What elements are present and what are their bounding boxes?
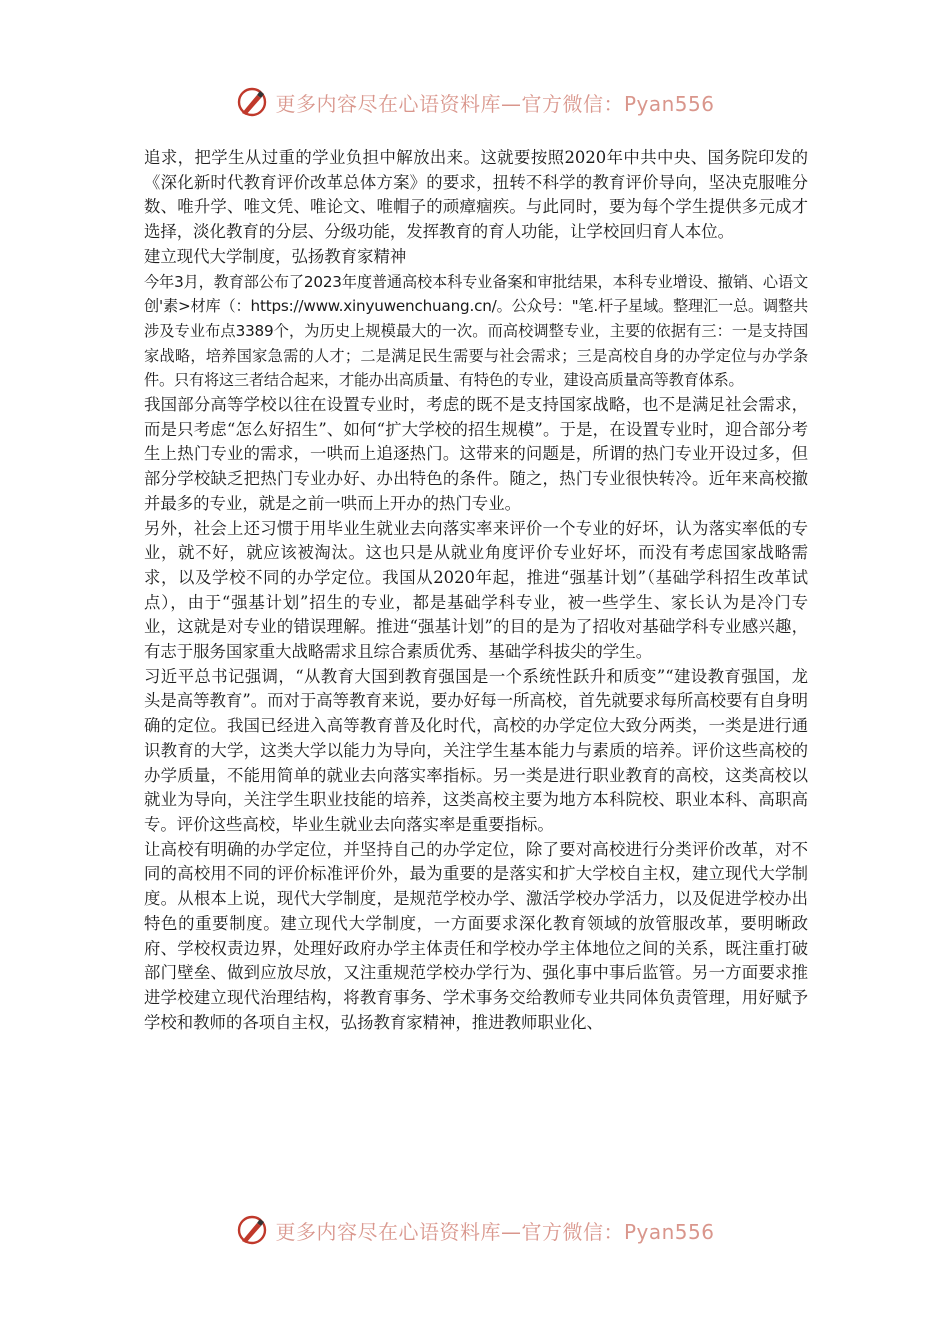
pen-logo-icon — [235, 1213, 269, 1247]
section-heading: 建立现代大学制度，弘扬教育家精神 — [144, 246, 407, 266]
header-watermark-banner — [0, 80, 950, 124]
article-body — [144, 146, 808, 1035]
pen-logo-icon — [235, 85, 269, 119]
paragraph: 追求，把学生从过重的学业负担中解放出来。这就要按照2020年中共中央、国务院印发的《深化新时代教育评价改革总体方案》的要求，扭转不科学的教育评价导向，坚决克服唯分数、唯升学、唯文凭、唯论文、唯帽子的顽瘴痼疾。与此同时，要为每个学生提供多元成才选择，淡化教育的分层、分级功能，发挥教育的育人功能，让学校回归育人本位。 — [144, 148, 808, 242]
paragraph: 让高校有明确的办学定位，并坚持自己的办学定位，除了要对高校进行分类评价改革，对不同的高校用不同的评价标准评价外，最为重要的是落实和扩大学校自主权，建立现代大学制度。从根本上说，现代大学制度，是规范学校办学、激活学校办学活力，以及促进学校办出特色的重要制度。建立现代大学制度，一方面要求深化教育领域的放管服改革，要明晰政府、学校权责边界，处理好政府办学主体责任和学校办学主体地位之间的关系，既注重打破部门壁垒、做到应放尽放，又注重规范学校办学行为、强化事中事后监管。另一方面要求推进学校建立现代治理结构，将教育事务、学术事务交给教师专业共同体负责管理，用好赋予学校和教师的各项自主权，弘扬教育家精神，推进教师职业化、 — [144, 839, 808, 1032]
paragraph: 今年3月，教育部公布了2023年度普通高校本科专业备案和审批结果，本科专业增设、撤销、心语文创'素>材库（：https://www.xinyuwenchuang.cn/。公众号："笔.杆子星域。整理汇一总。调整共涉及专业布点3389个，为历史上规模最大的一次。而高校调整专业，主要的依据有三：一是支持国家战略，培养国家急需的人才；二是满足民生需要与社会需求；三是高校自身的办学定位与办学条件。只有将这三者结合起来，才能办出高质量、有特色的专业，建设高质量高等教育体系。 — [144, 272, 808, 390]
footer-watermark-banner — [0, 1208, 950, 1252]
banner-text: 更多内容尽在心语资料库—官方微信：Pyan556 — [275, 91, 715, 116]
paragraph: 我国部分高等学校以往在设置专业时，考虑的既不是支持国家战略，也不是满足社会需求，而是只考虑“怎么好招生”、如何“扩大学校的招生规模”。于是，在设置专业时，迎合部分考生上热门专业的需求，一哄而上追逐热门。这带来的问题是，所谓的热门专业开设过多，但部分学校缺乏把热门专业办好、办出特色的条件。随之，热门专业很快转冷。近年来高校撤并最多的专业，就是之前一哄而上开办的热门专业。 — [144, 395, 808, 513]
banner-text: 更多内容尽在心语资料库—官方微信：Pyan556 — [275, 1219, 715, 1244]
paragraph: 另外，社会上还习惯于用毕业生就业去向落实率来评价一个专业的好坏，认为落实率低的专业，就不好，就应该被淘汰。这也只是从就业角度评价专业好坏，而没有考虑国家战略需求，以及学校不同的办学定位。我国从2020年起，推进“强基计划”（基础学科招生改革试点），由于“强基计划”招生的专业，都是基础学科专业，被一些学生、家长认为是冷门专业，这就是对专业的错误理解。推进“强基计划”的目的是为了招收对基础学科专业感兴趣，有志于服务国家重大战略需求且综合素质优秀、基础学科拔尖的学生。 — [144, 518, 808, 662]
paragraph: 习近平总书记强调，“从教育大国到教育强国是一个系统性跃升和质变”“建设教育强国，龙头是高等教育”。而对于高等教育来说，要办好每一所高校，首先就要求每所高校要有自身明确的定位。我国已经进入高等教育普及化时代，高校的办学定位大致分两类，一类是进行通识教育的大学，这类大学以能力为导向，关注学生基本能力与素质的培养。评价这些高校的办学质量，不能用简单的就业去向落实率指标。另一类是进行职业教育的高校，这类高校以就业为导向，关注学生职业技能的培养，这类高校主要为地方本科院校、职业本科、高职高专。评价这些高校，毕业生就业去向落实率是重要指标。 — [144, 666, 809, 834]
